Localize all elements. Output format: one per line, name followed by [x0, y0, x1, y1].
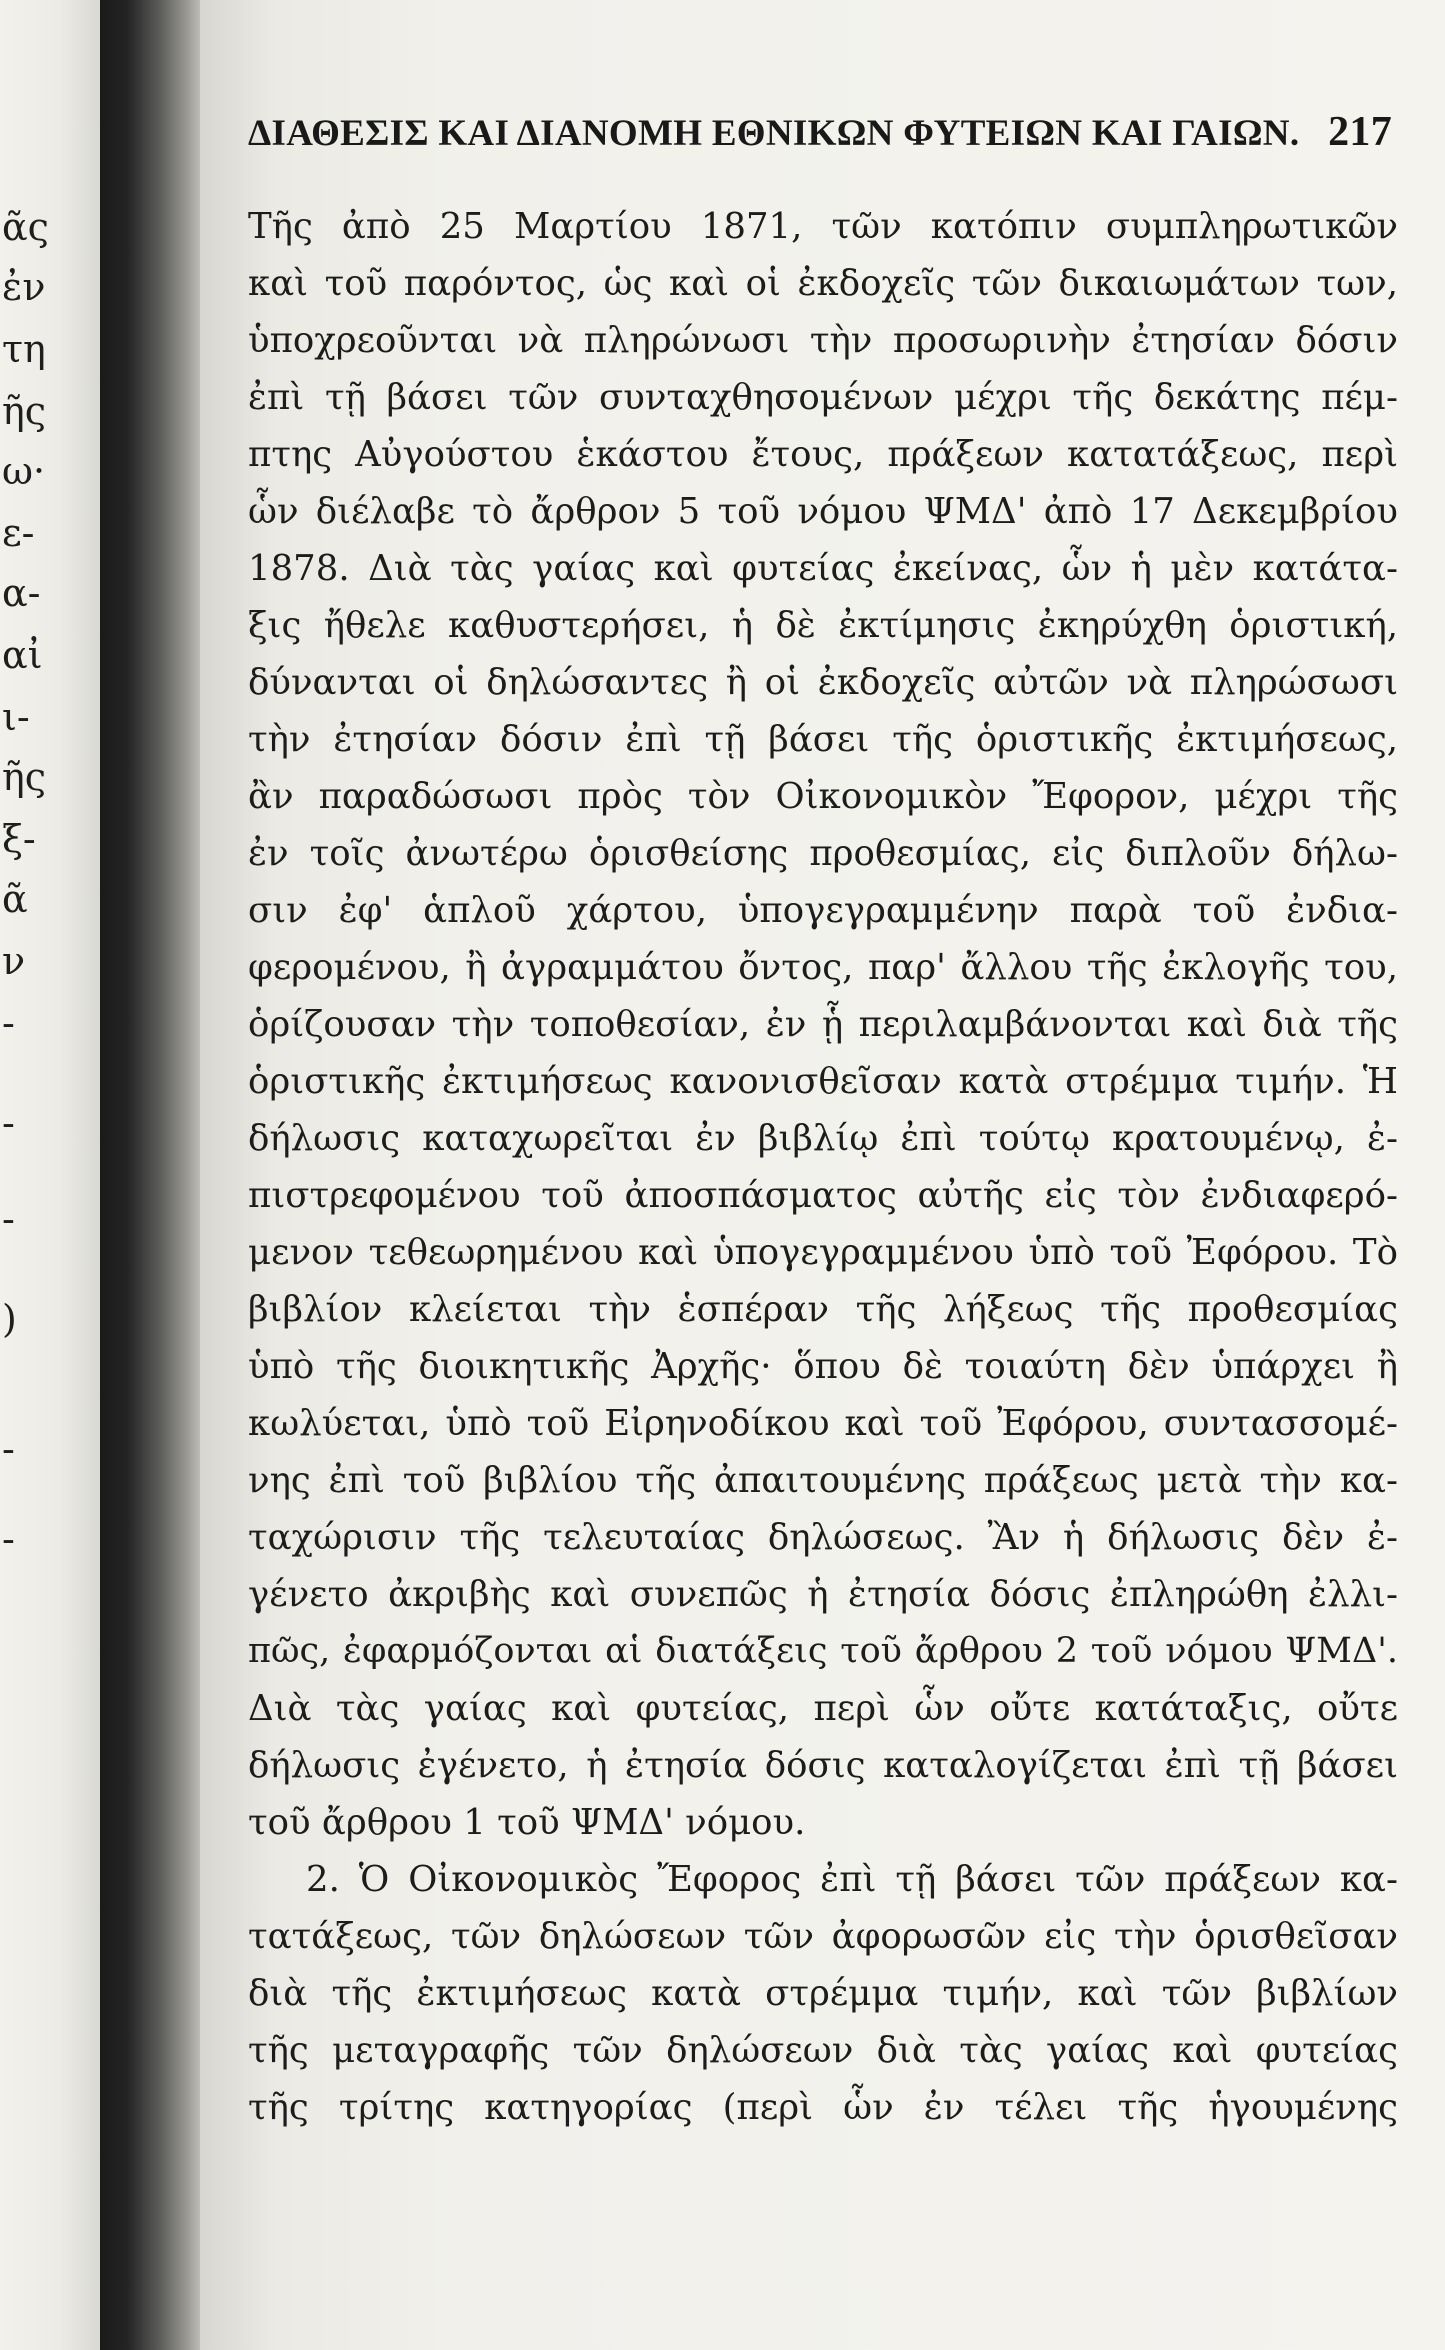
- text-line: ὁριστικῆς ἐκτιμήσεως κανονισθεῖσαν κατὰ στρέμμα τιμήν. Ἡ: [248, 1061, 1398, 1102]
- facing-page-fragment: αἰ: [2, 633, 43, 677]
- body-text: [248, 198, 1398, 2136]
- facing-page-fragment: -: [2, 1197, 15, 1241]
- text-line: σιν ἐφ' ἁπλοῦ χάρτου, ὑπογεγραμμένην παρὰ τοῦ ἐνδια-: [248, 890, 1398, 931]
- facing-page-fragment: -: [2, 1001, 15, 1045]
- text-line: μενον τεθεωρημένου καὶ ὑπογεγραμμένου ὑπὸ τοῦ Ἐφόρου. Τὸ: [248, 1232, 1398, 1273]
- text-line: πῶς, ἐφαρμόζονται αἱ διατάξεις τοῦ ἄρθρου 2 τοῦ νόμου ΨΜΔ'.: [248, 1631, 1398, 1671]
- facing-page-fragment: ᾶς: [2, 205, 49, 249]
- text-line: τατάξεως, τῶν δηλώσεων τῶν ἀφορωσῶν εἰς τὴν ὁρισθεῖσαν: [248, 1916, 1398, 1957]
- text-line: Τῆς ἀπὸ 25 Μαρτίου 1871, τῶν κατόπιν συμπληρωτικῶν: [248, 206, 1398, 247]
- facing-page-fragment: ): [2, 1297, 17, 1341]
- page-number: 217: [1328, 109, 1392, 155]
- facing-page-fragment: ω·: [2, 449, 46, 493]
- text-line: γένετο ἀκριβὴς καὶ συνεπῶς ἡ ἐτησία δόσις ἐπληρώθη ἐλλι-: [248, 1574, 1398, 1615]
- text-line: διὰ τῆς ἐκτιμήσεως κατὰ στρέμμα τιμήν, καὶ τῶν βιβλίων: [248, 1973, 1398, 2014]
- text-line: δήλωσις ἐγένετο, ἡ ἐτησία δόσις καταλογίζεται ἐπὶ τῇ βάσει: [248, 1745, 1398, 1786]
- text-line: τὴν ἐτησίαν δόσιν ἐπὶ τῇ βάσει τῆς ὁριστικῆς ἐκτιμήσεως,: [248, 719, 1398, 760]
- text-line: ἐπὶ τῇ βάσει τῶν συνταχθησομένων μέχρι τῆς δεκάτης πέμ-: [248, 377, 1398, 418]
- text-line: νης ἐπὶ τοῦ βιβλίου τῆς ἀπαιτουμένης πράξεως μετὰ τὴν κα-: [248, 1460, 1398, 1501]
- text-line: τῆς τρίτης κατηγορίας (περὶ ὧν ἐν τέλει τῆς ἡγουμένης: [248, 2087, 1398, 2128]
- text-line: ὁρίζουσαν τὴν τοποθεσίαν, ἐν ᾗ περιλαμβάνονται καὶ διὰ τῆς: [248, 1004, 1398, 1045]
- facing-page-fragment: ῆς: [2, 389, 47, 433]
- facing-page-fragment: ι-: [2, 695, 30, 739]
- facing-page-fragment: ῆς: [2, 755, 47, 799]
- facing-page-fragment: ἐν: [2, 265, 46, 309]
- text-line: κωλύεται, ὑπὸ τοῦ Εἰρηνοδίκου καὶ τοῦ Ἐφόρου, συντασσομέ-: [248, 1403, 1398, 1444]
- text-line: φερομένου, ἢ ἀγραμμάτου ὄντος, παρ' ἄλλου τῆς ἐκλογῆς του,: [248, 947, 1398, 988]
- text-line: Διὰ τὰς γαίας καὶ φυτείας, περὶ ὧν οὔτε κατάταξις, οὔτε: [248, 1688, 1398, 1729]
- text-line: δήλωσις καταχωρεῖται ἐν βιβλίῳ ἐπὶ τούτῳ κρατουμένῳ, ἐ-: [248, 1118, 1398, 1159]
- text-line: πτης Αὐγούστου ἑκάστου ἔτους, πράξεων κατατάξεως, περὶ: [248, 434, 1398, 475]
- text-line: βιβλίον κλείεται τὴν ἑσπέραν τῆς λήξεως τῆς προθεσμίας: [248, 1289, 1398, 1330]
- text-line: τοῦ ἄρθρου 1 τοῦ ΨΜΔ' νόμου.: [248, 1802, 806, 1843]
- facing-page-fragment: τη: [2, 327, 46, 371]
- facing-page-fragment: ν: [2, 939, 26, 983]
- text-line: καὶ τοῦ παρόντος, ὡς καὶ οἱ ἐκδοχεῖς τῶν δικαιωμάτων των,: [248, 263, 1398, 304]
- text-line: 1878. Διὰ τὰς γαίας καὶ φυτείας ἐκείνας, ὧν ἡ μὲν κατάτα-: [248, 548, 1398, 589]
- paragraph-start-line: 2. Ὁ Οἰκονομικὸς Ἔφορος ἐπὶ τῇ βάσει τῶν πράξεων κα-: [306, 1859, 1398, 1900]
- running-head: [248, 109, 1398, 155]
- facing-page-fragment: -: [2, 1517, 15, 1561]
- text-line: πιστρεφομένου τοῦ ἀποσπάσματος αὐτῆς εἰς τὸν ἐνδιαφερό-: [248, 1175, 1398, 1216]
- text-line: δύνανται οἱ δηλώσαντες ἢ οἱ ἐκδοχεῖς αὐτῶν νὰ πληρώσωσι: [248, 662, 1398, 703]
- text-line: ὑποχρεοῦνται νὰ πληρώνωσι τὴν προσωρινὴν ἐτησίαν δόσιν: [248, 320, 1398, 361]
- text-line: ἂν παραδώσωσι πρὸς τὸν Οἰκονομικὸν Ἔφορον, μέχρι τῆς: [248, 776, 1398, 817]
- facing-page-fragment: ξ-: [2, 817, 36, 861]
- facing-page-fragment: -: [2, 1427, 15, 1471]
- running-head-title: ΔΙΑΘΕΣΙΣ ΚΑΙ ΔΙΑΝΟΜΗ ΕΘΝΙΚΩΝ ΦΥΤΕΙΩΝ ΚΑΙ ΓΑΙΩΝ.: [248, 113, 1300, 154]
- text-line: ὑπὸ τῆς διοικητικῆς Ἀρχῆς· ὅπου δὲ τοιαύτη δὲν ὑπάρχει ἢ: [248, 1346, 1398, 1387]
- facing-page-fragment: ε-: [2, 511, 35, 555]
- facing-page-fragment: α-: [2, 571, 41, 615]
- text-line: ἐν τοῖς ἀνωτέρω ὁρισθείσης προθεσμίας, εἰς διπλοῦν δήλω-: [248, 833, 1398, 874]
- book-gutter: [100, 0, 210, 2350]
- book-page: [200, 0, 1445, 2350]
- facing-page-fragment: ᾶ: [2, 877, 28, 921]
- text-line: τῆς μεταγραφῆς τῶν δηλώσεων διὰ τὰς γαίας καὶ φυτείας: [248, 2030, 1398, 2071]
- facing-page-fragment: -: [2, 1101, 15, 1145]
- text-line: ταχώρισιν τῆς τελευταίας δηλώσεως. Ἂν ἡ δήλωσις δὲν ἐ-: [248, 1517, 1398, 1558]
- text-line: ξις ἤθελε καθυστερήσει, ἡ δὲ ἐκτίμησις ἐκηρύχθη ὁριστική,: [248, 605, 1398, 646]
- facing-page-edge: [0, 0, 100, 2350]
- text-line: ὧν διέλαβε τὸ ἄρθρον 5 τοῦ νόμου ΨΜΔ' ἀπὸ 17 Δεκεμβρίου: [248, 491, 1398, 532]
